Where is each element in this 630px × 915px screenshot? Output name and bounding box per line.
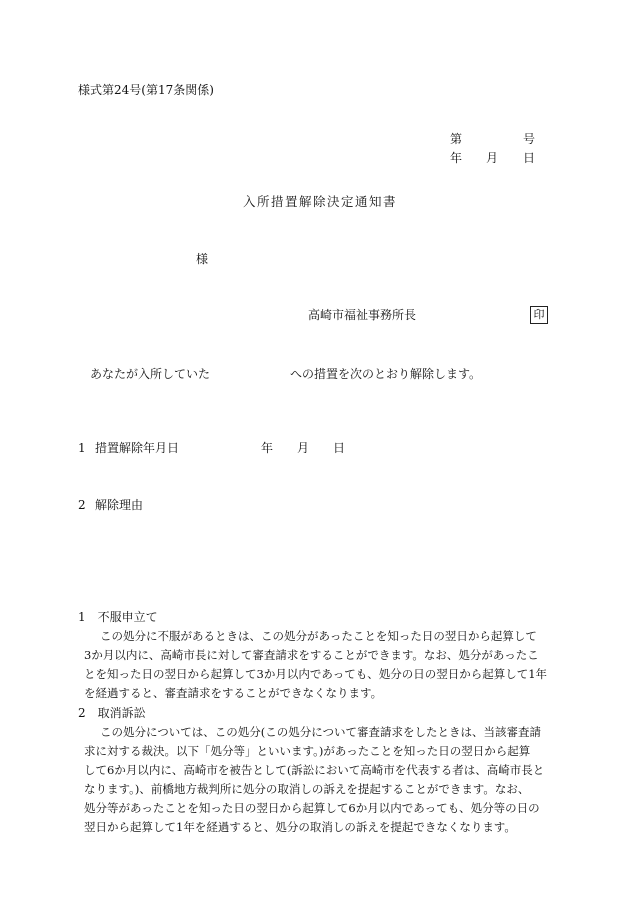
doc-number-prefix: 第 (450, 132, 463, 146)
notice-line: 求に対する裁決。以下「処分等」といいます。)があったことを知った日の翌日から起算 (84, 744, 531, 758)
notice-line: を経過すると、審査請求をすることができなくなります。 (84, 686, 383, 700)
date-day: 日 (523, 151, 536, 165)
item1-label: 措置解除年月日 (95, 441, 180, 455)
notice-line: 処分等があったことを知った日の翌日から起算して6か月以内であっても、処分等の日の (84, 801, 540, 815)
notice-section1-heading: 1 不服申立て (78, 610, 158, 624)
item2-number: 2 (78, 498, 86, 512)
notice-line: 翌日から起算して1年を経過すると、処分の取消しの訴えを提起できなくなります。 (84, 820, 516, 834)
notice-line: して6か月以内に、高崎市を被告として(訴訟において高崎市を代表する者は、高崎市長と (84, 763, 545, 777)
date-year: 年 (450, 151, 463, 165)
notice-section1-body (70, 627, 560, 703)
item1-year: 年 (261, 441, 274, 455)
issuer-name: 高崎市福祉事務所長 (308, 308, 417, 322)
doc-number-suffix: 号 (523, 132, 536, 146)
item2-label: 解除理由 (95, 498, 144, 512)
notice-section2-heading: 2 取消訴訟 (78, 706, 146, 720)
notice-line: この処分に不服があるときは、この処分があったことを知った日の翌日から起算して (100, 629, 537, 643)
notice-section2-body (70, 723, 560, 837)
notice-line: とを知った日の翌日から起算して3か月以内であっても、処分の日の翌日から起算して1年 (84, 667, 548, 681)
notice-line: なります。)、前橋地方裁判所に処分の取消しの訴えを提起することができます。なお、 (84, 782, 530, 796)
document-title: 入所措置解除決定通知書 (243, 194, 398, 209)
form-number: 様式第24号(第17条関係) (78, 83, 214, 97)
date-month: 月 (486, 151, 499, 165)
intro-text-before: あなたが入所していた (90, 367, 211, 381)
notice-line: 3か月以内に、高崎市長に対して審査請求をすることができます。なお、処分があったこ (84, 648, 539, 662)
notice-line: この処分については、この処分(この処分について審査請求をしたときは、当該審査請 (100, 725, 542, 739)
addressee-suffix: 様 (196, 252, 209, 266)
intro-text-after: への措置を次のとおり解除します。 (290, 367, 482, 381)
seal-mark: 印 (530, 306, 548, 324)
item1-month: 月 (297, 441, 310, 455)
item1-day: 日 (333, 441, 346, 455)
item1-number: 1 (78, 441, 86, 455)
